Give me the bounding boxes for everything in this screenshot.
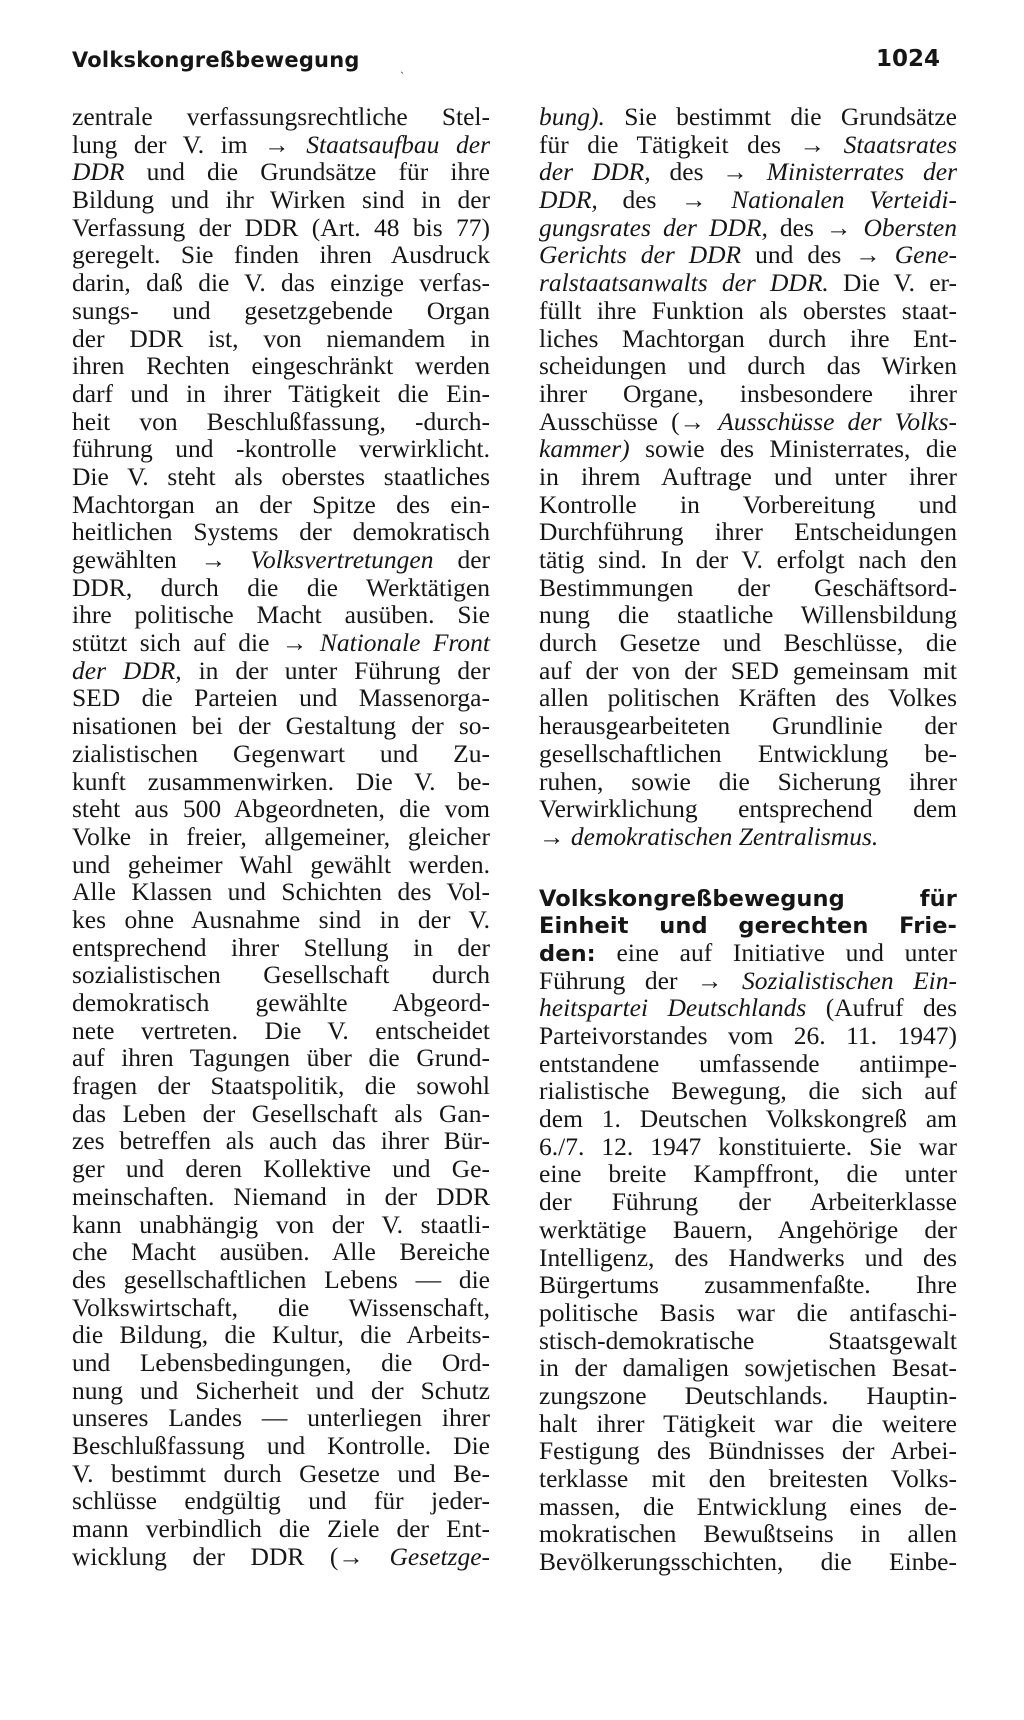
text-line: nete vertreten. Die V. entscheidet: [72, 1015, 490, 1045]
page-number: 1024: [875, 46, 940, 72]
cross-reference: gungsrates der DDR,: [539, 212, 768, 242]
text-line: tätig sind. In der V. erfolgt nach den: [539, 545, 957, 574]
cross-reference: Gesetzge-: [389, 1541, 491, 1571]
text-line: massen, die Entwicklung eines de-: [539, 1491, 957, 1521]
text-line: eine breite Kampffront, die unter: [539, 1159, 957, 1189]
text-line: heit von Beschlußfassung, -durch-: [72, 406, 490, 436]
text-line: Machtorgan an der Spitze des ein-: [72, 489, 490, 519]
text-line: Bevölkerungsschichten, die Einbe-: [539, 1547, 957, 1577]
text-line: die Bildung, die Kultur, die Arbeits-: [72, 1320, 490, 1350]
entry-keyword: Einheit und gerechten Frie-: [539, 913, 957, 940]
text-line: Bürgertums zusammenfaßte. Ihre: [539, 1270, 957, 1300]
text-line: scheidungen und durch das Wirken: [539, 351, 957, 381]
text-line: dem 1. Deutschen Volkskongreß am: [539, 1104, 957, 1134]
cross-reference: DDR,: [539, 185, 598, 215]
text-line: das Leben der Gesellschaft als Gan-: [72, 1098, 490, 1128]
text-line: steht aus 500 Abgeordneten, die vom: [72, 794, 490, 824]
text-line: lung der V. im → Staatsaufbau der: [72, 129, 490, 159]
text-line: der Führung der Arbeiterklasse: [539, 1187, 957, 1217]
cross-reference: demokratischen Zentralismus.: [570, 821, 879, 851]
cross-reference: Gerichts der DDR: [539, 240, 742, 270]
text-line: zungszone Deutschlands. Hauptin-: [539, 1380, 957, 1410]
text-line: DDR und die Grundsätze für ihre: [72, 157, 491, 187]
cross-reference: kammer): [539, 434, 630, 464]
text-line: durch Gesetze und Beschlüsse, die: [539, 628, 957, 658]
cross-reference: heitspartei Deutschlands: [539, 993, 807, 1023]
text-line: kunft zusammenwirken. Die V. be-: [72, 766, 490, 796]
text-line: und Lebensbedingungen, die Ord-: [72, 1347, 490, 1377]
text-line: stisch-demokratische Staatsgewalt: [539, 1325, 957, 1355]
text-line: schlüsse endgültig und für jeder-: [72, 1486, 490, 1516]
text-line: auf der von der SED gemeinsam mit: [539, 655, 957, 685]
text-line: auf ihren Tagungen über die Grund-: [72, 1043, 490, 1073]
text-line: 6./7. 12. 1947 konstituierte. Sie war: [539, 1131, 957, 1161]
text-line: Volkswirtschaft, die Wissenschaft,: [72, 1292, 490, 1322]
text-line: herausgearbeiteten Grundlinie der: [539, 711, 957, 741]
text-line: ihre politische Macht ausüben. Sie: [72, 600, 490, 630]
entry-keyword: Volkskongreßbewegung für: [539, 885, 957, 912]
text-line: liches Machtorgan durch ihre Ent-: [539, 323, 957, 353]
left-text-column: [72, 103, 490, 1570]
text-line: Ausschüsse (→ Ausschüsse der Volks-: [539, 406, 957, 436]
text-line: mann verbindlich die Ziele der Ent-: [72, 1514, 490, 1544]
entry-separator: [539, 851, 957, 884]
text-line: Verwirklichung entsprechend dem: [539, 794, 957, 824]
text-line: für die Tätigkeit des → Staatsrates: [539, 129, 958, 159]
cross-reference: Volksvertretungen: [250, 545, 434, 574]
text-line: Bestimmungen der Geschäftsord-: [539, 572, 957, 602]
text-line: der DDR, in der unter Führung der: [72, 655, 490, 685]
text-line: füllt ihre Funktion als oberstes staat-: [539, 295, 957, 325]
text-line: Beschlußfassung und Kontrolle. Die: [72, 1431, 490, 1460]
text-line: geregelt. Sie finden ihren Ausdruck: [72, 240, 490, 270]
text-line: Intelligenz, des Handwerks und des: [539, 1242, 957, 1272]
text-line: des gesellschaftlichen Lebens — die: [72, 1264, 490, 1294]
text-line: Alle Klassen und Schichten des Vol-: [72, 877, 490, 907]
text-line: gewählten → Volksvertretungen der: [72, 545, 491, 574]
text-line: politische Basis war die antifaschi-: [539, 1297, 957, 1327]
text-line: zentrale verfassungsrechtliche Stel-: [72, 102, 490, 131]
text-line: ralstaatsanwalts der DDR. Die V. er-: [539, 268, 957, 298]
text-line: der DDR ist, von niemandem in: [72, 323, 490, 353]
text-line: → demokratischen Zentralismus.: [539, 821, 879, 851]
text-line: stützt sich auf die → Nationale Front: [72, 628, 490, 658]
text-line: SED die Parteien und Massenorga-: [72, 683, 490, 713]
entry-heading-line: [539, 911, 957, 939]
text-line: werktätige Bauern, Angehörige der: [539, 1214, 957, 1244]
text-line: allen politischen Kräften des Volkes: [539, 683, 957, 713]
text-line: der DDR, des → Ministerrates der: [539, 157, 958, 187]
text-line: meinschaften. Niemand in der DDR: [72, 1181, 490, 1211]
entry-heading-line: [539, 884, 957, 912]
text-line: Kontrolle in Vorbereitung und: [539, 489, 957, 519]
text-line: Verfassung der DDR (Art. 48 bis 77): [72, 212, 490, 242]
text-line: demokratisch gewählte Abgeord-: [72, 988, 490, 1017]
text-line: darf und in ihrer Tätigkeit die Ein-: [72, 378, 490, 408]
text-line: Bildung und ihr Wirken sind in der: [72, 185, 490, 215]
text-line: heitlichen Systems der demokratisch: [72, 517, 490, 547]
text-line: heitspartei Deutschlands (Aufruf des: [539, 993, 958, 1023]
text-line: Durchführung ihrer Entscheidungen: [539, 517, 957, 547]
text-line: fragen der Staatspolitik, die sowohl: [72, 1071, 490, 1101]
cross-reference: Obersten: [863, 212, 957, 242]
text-line: zialistischen Gegenwart und Zu-: [72, 738, 490, 768]
cross-reference: Staatsrates: [843, 129, 958, 159]
text-line: ruhen, sowie die Sicherung ihrer: [539, 766, 957, 796]
text-line: gesellschaftlichen Entwicklung be-: [539, 738, 957, 768]
text-line: kes ohne Ausnahme sind in der V.: [72, 904, 490, 934]
text-line: gungsrates der DDR, des → Obersten: [539, 212, 957, 242]
cross-reference: Sozialistischen Ein-: [742, 965, 958, 995]
text-line: unseres Landes — unterliegen ihrer: [72, 1403, 490, 1433]
cross-reference: Ausschüsse der Volks-: [718, 406, 957, 436]
cross-reference: Staatsaufbau der: [306, 129, 490, 159]
text-line: kann unabhängig von der V. staatli-: [72, 1209, 490, 1239]
cross-reference: der DDR,: [539, 157, 651, 187]
text-line: DDR, des → Nationalen Verteidi-: [539, 185, 957, 215]
text-line: Volke in freier, allgemeiner, gleicher: [72, 821, 490, 851]
text-line: ihren Rechten eingeschränkt werden: [72, 351, 490, 381]
text-line: sozialistischen Gesellschaft durch: [72, 960, 490, 990]
cross-reference: Nationalen Verteidi-: [731, 185, 957, 215]
text-line: DDR, durch die die Werktätigen: [72, 572, 490, 602]
text-line: in der damaligen sowjetischen Besat-: [539, 1353, 957, 1383]
text-line: nisationen bei der Gestaltung der so-: [72, 711, 490, 741]
text-line: und geheimer Wahl gewählt werden.: [72, 849, 490, 879]
text-line: mokratischen Bewußtseins in allen: [539, 1519, 957, 1549]
text-line: terklasse mit den breitesten Volks-: [539, 1464, 957, 1493]
text-line: Gerichts der DDR und des → Gene-: [539, 240, 958, 270]
text-line: ger und deren Kollektive und Ge-: [72, 1154, 490, 1184]
running-head-mark: ˎ: [400, 63, 405, 74]
text-line: nung und Sicherheit und der Schutz: [72, 1375, 490, 1405]
text-line: führung und -kontrolle verwirklicht.: [72, 434, 490, 464]
cross-reference: der DDR,: [72, 655, 182, 685]
cross-reference: Ministerrates der: [766, 157, 958, 187]
entry-keyword: den:: [539, 940, 596, 967]
text-line: ihrer Organe, insbesondere ihrer: [539, 378, 957, 408]
running-head-title: Volkskongreßbewegung: [72, 48, 360, 72]
text-line: bung). Sie bestimmt die Grundsätze: [539, 102, 957, 131]
cross-reference: ralstaatsanwalts der DDR.: [539, 268, 829, 298]
text-line: wicklung der DDR (→ Gesetzge-: [72, 1541, 491, 1571]
text-line: Führung der → Sozialistischen Ein-: [539, 965, 958, 995]
text-line: entstandene umfassende antiimpe-: [539, 1048, 957, 1078]
text-line: entsprechend ihrer Stellung in der: [72, 932, 490, 962]
text-line: Parteivorstandes vom 26. 11. 1947): [539, 1021, 957, 1050]
text-line: halt ihrer Tätigkeit war die weitere: [539, 1408, 957, 1438]
text-line: Die V. steht als oberstes staatliches: [72, 461, 490, 491]
text-line: nung die staatliche Willensbildung: [539, 600, 957, 630]
cross-reference: Nationale Front: [319, 628, 490, 658]
right-text-column: [539, 103, 957, 1576]
text-line: zes betreffen als auch das ihrer Bür-: [72, 1126, 490, 1156]
text-line: in ihrem Auftrage und unter ihrer: [539, 461, 957, 491]
text-line: sungs- und gesetzgebende Organ: [72, 295, 490, 325]
cross-reference: DDR: [72, 157, 125, 187]
cross-reference: Gene-: [894, 240, 958, 270]
text-line: kammer) sowie des Ministerrates, die: [539, 434, 957, 464]
text-line: V. bestimmt durch Gesetze und Be-: [72, 1458, 490, 1488]
text-line: den: eine auf Initiative und unter: [539, 937, 958, 967]
cross-reference: bung).: [539, 102, 605, 131]
text-line: rialistische Bewegung, die sich auf: [539, 1076, 957, 1106]
text-line: che Macht ausüben. Alle Bereiche: [72, 1237, 490, 1267]
text-line: Festigung des Bündnisses der Arbei-: [539, 1436, 957, 1466]
text-line: darin, daß die V. das einzige verfas-: [72, 268, 490, 298]
